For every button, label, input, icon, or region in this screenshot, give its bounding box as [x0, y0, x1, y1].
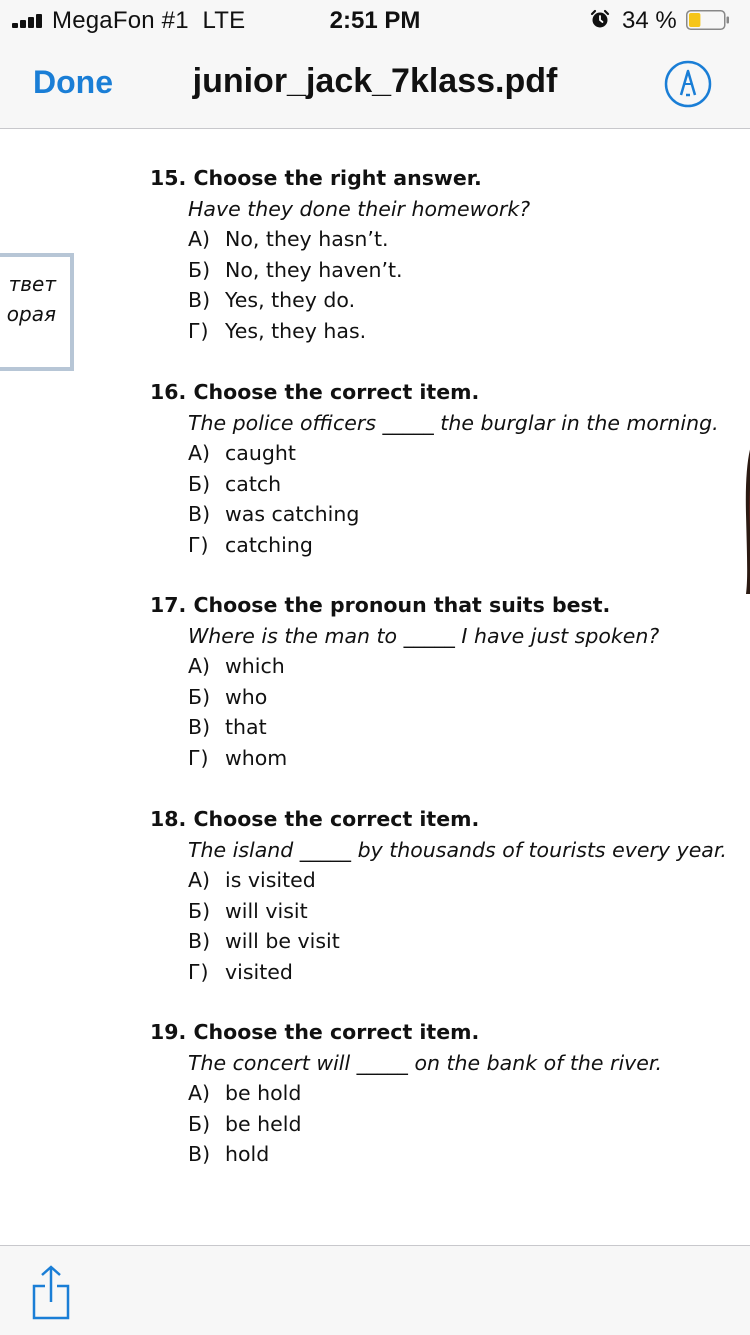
answer-option	[188, 530, 750, 561]
option-letter: Б)	[188, 471, 211, 496]
question-block	[150, 163, 750, 347]
option-letter: В)	[188, 1142, 211, 1167]
question-instruction: Choose the correct item.	[193, 807, 480, 831]
option-letter: В)	[188, 288, 211, 313]
question-sentence: The police officers _____ the burglar in the morning.	[188, 410, 719, 435]
network-type: LTE	[202, 7, 246, 34]
option-letter: В)	[188, 502, 211, 527]
option-text: visited	[225, 959, 293, 984]
answer-option	[188, 224, 750, 255]
question-block	[150, 377, 750, 561]
question-number: 17.	[150, 593, 187, 617]
answer-option	[188, 1078, 750, 1109]
option-letter: А)	[188, 441, 211, 466]
done-button[interactable]: Done	[33, 64, 113, 100]
bottom-toolbar	[0, 1245, 750, 1335]
question-instruction: Choose the right answer.	[193, 166, 482, 190]
question-instruction: Choose the pronoun that suits best.	[193, 593, 611, 617]
option-text: catch	[225, 471, 282, 496]
option-letter: В)	[188, 715, 211, 740]
question-number: 16.	[150, 380, 187, 404]
question-title	[150, 163, 750, 194]
carrier-name: MegaFon #1	[52, 7, 189, 34]
option-letter: Г)	[188, 745, 209, 770]
option-letter: В)	[188, 929, 211, 954]
option-text: Yes, they has.	[225, 318, 367, 343]
option-letter: А)	[188, 868, 211, 893]
markup-pen-icon[interactable]	[664, 60, 712, 108]
status-bar	[0, 0, 750, 40]
question-instruction: Choose the correct item.	[193, 380, 480, 404]
option-text: be hold	[225, 1081, 302, 1106]
answer-option	[188, 1139, 750, 1170]
option-text: which	[225, 654, 285, 679]
question-title	[150, 804, 750, 835]
pdf-page[interactable]	[0, 129, 750, 1245]
answer-option	[188, 865, 750, 896]
question-sentence: The island _____ by thousands of tourists every year.	[188, 837, 727, 862]
side-note-box	[0, 253, 74, 371]
option-letter: А)	[188, 654, 211, 679]
answer-option	[188, 255, 750, 286]
option-letter: Б)	[188, 257, 211, 282]
answer-option	[188, 926, 750, 957]
question-instruction: Choose the correct item.	[193, 1020, 480, 1044]
navigation-bar	[0, 40, 750, 129]
status-time: 2:51 PM	[329, 7, 421, 34]
option-text: be held	[225, 1111, 302, 1136]
option-text: is visited	[225, 868, 316, 893]
option-text: caught	[225, 441, 296, 466]
option-letter: А)	[188, 227, 211, 252]
answer-option	[188, 316, 750, 347]
side-note-line: твет	[8, 272, 56, 296]
answer-option	[188, 651, 750, 682]
option-letter: Г)	[188, 959, 209, 984]
option-letter: Г)	[188, 532, 209, 557]
option-letter: Б)	[188, 898, 211, 923]
answer-option	[188, 682, 750, 713]
option-letter: Б)	[188, 1111, 211, 1136]
question-sentence: The concert will _____ on the bank of the river.	[188, 1050, 662, 1075]
answer-option	[188, 743, 750, 774]
option-text: No, they hasn’t.	[225, 227, 389, 252]
document-title: junior_jack_7klass.pdf	[192, 62, 558, 100]
answer-option	[188, 285, 750, 316]
question-block	[150, 804, 750, 988]
option-letter: Б)	[188, 684, 211, 709]
answer-option	[188, 896, 750, 927]
option-text: was catching	[225, 502, 360, 527]
battery-icon	[686, 10, 730, 30]
option-letter: Г)	[188, 318, 209, 343]
question-number: 15.	[150, 166, 187, 190]
option-text: hold	[225, 1142, 270, 1167]
option-text: whom	[225, 745, 288, 770]
option-text: No, they haven’t.	[225, 257, 403, 282]
option-text: that	[225, 715, 267, 740]
question-block	[150, 1017, 750, 1170]
answer-option	[188, 438, 750, 469]
option-letter: А)	[188, 1081, 211, 1106]
question-number: 18.	[150, 807, 187, 831]
answer-option	[188, 1109, 750, 1140]
share-icon[interactable]	[30, 1264, 72, 1320]
answer-option	[188, 712, 750, 743]
option-text: who	[225, 684, 268, 709]
question-block	[150, 590, 750, 774]
option-text: Yes, they do.	[225, 288, 356, 313]
option-text: catching	[225, 532, 313, 557]
question-title	[150, 377, 750, 408]
answer-option	[188, 957, 750, 988]
question-sentence: Where is the man to _____ I have just spoken?	[188, 623, 660, 648]
battery-percent: 34 %	[622, 7, 677, 34]
question-title	[150, 1017, 750, 1048]
answer-option	[188, 499, 750, 530]
question-number: 19.	[150, 1020, 187, 1044]
answer-option	[188, 469, 750, 500]
side-note-line: орая	[6, 302, 56, 326]
alarm-icon	[590, 9, 610, 29]
option-text: will visit	[225, 898, 308, 923]
question-sentence: Have they done their homework?	[188, 196, 531, 221]
option-text: will be visit	[225, 929, 340, 954]
question-title	[150, 590, 750, 621]
